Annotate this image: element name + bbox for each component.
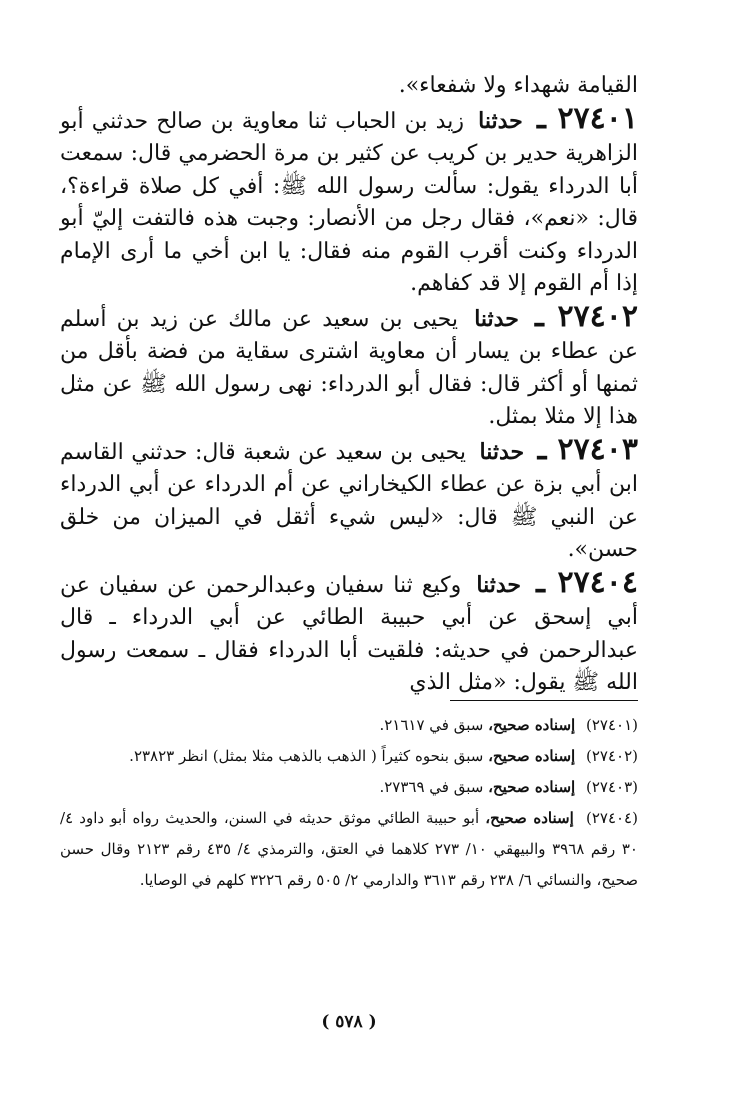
footnote-number: (٢٧٤٠١)	[585, 716, 638, 734]
hadith-number: ٢٧٤٠٢ ـ	[535, 298, 639, 334]
main-text	[60, 70, 638, 700]
hadith-number: ٢٧٤٠١ ـ	[536, 100, 639, 136]
footnote-grade: إسناده صحيح،	[488, 778, 576, 796]
footnote-grade: إسناده صحيح،	[488, 716, 576, 734]
hadith-lead: حدثنا	[474, 305, 519, 332]
footnote-27403	[60, 772, 638, 803]
footnote-number: (٢٧٤٠٣)	[585, 778, 638, 796]
footnote-27404	[60, 803, 638, 896]
hadith-27403	[60, 431, 639, 567]
hadith-lead: حدثنا	[476, 571, 521, 598]
footnote-text: سبق في ٢٧٣٦٩.	[379, 778, 484, 796]
hadith-text: يحيى بن سعيد عن مالك عن زيد بن أسلم عن عطاء بن يسار أن معاوية اشترى سقاية من فضة بأقل من ثمنها أو أكثر قال: فقال أبو الدرداء: نهى رسول الله ﷺ عن مثل هذا إلا مثلا بمثل.	[60, 306, 638, 429]
footnote-text: أبو حبيبة الطائي موثق حديثه في السنن، والحديث رواه أبو داود ٤/ ٣٠ رقم ٣٩٦٨ والبيهقي ١٠/ ٢٧٣ كلاهما في العتق، والترمذي ٤/ ٤٣٥ رقم ٢١٢٣ وقال حسن صحيح، والنسائي ٦/ ٢٣٨ رقم ٣٦١٣ والدارمي ٢/ ٥٠٥ رقم ٣٢٢٦ كلهم في الوصايا.	[60, 809, 638, 889]
hadith-lead: حدثنا	[478, 107, 523, 134]
footnote-27402	[60, 741, 638, 772]
page-number: ( ٥٧٨ )	[321, 1012, 377, 1032]
footnote-text: سبق في ٢١٦١٧.	[379, 716, 484, 734]
hadith-text: زيد بن الحباب ثنا معاوية بن صالح حدثني أبو الزاهرية حدير بن كريب عن كثير بن مرة الحضرمي قال: سمعت أبا الدرداء يقول: سألت رسول الله ﷺ: أفي كل صلاة قراءة؟، قال: «نعم»، فقال رجل من الأنصار: وجبت هذه فالتفت إليّ أبو الدرداء وكنت أقرب القوم منه فقال: يا ابن أخي ما أرى الإمام إذا أم القوم إلا قد كفاهم.	[60, 108, 638, 296]
footnote-number: (٢٧٤٠٢)	[585, 747, 638, 765]
footnote-number: (٢٧٤٠٤)	[585, 809, 638, 827]
footnote-grade: إسناده صحيح،	[488, 747, 576, 765]
footnote-divider	[450, 700, 638, 701]
hadith-lead: حدثنا	[479, 438, 525, 465]
book-page	[60, 70, 638, 1060]
intro-line: القيامة شهداء ولا شفعاء».	[398, 73, 638, 98]
hadith-number: ٢٧٤٠٤ ـ	[536, 564, 639, 600]
footnotes	[60, 710, 638, 896]
footnote-text: سبق بنحوه كثيراً ( الذهب بالذهب مثلا بمثل) انظر ٢٣٨٢٣.	[129, 747, 484, 765]
hadith-27401	[60, 100, 639, 301]
hadith-text: وكيع ثنا سفيان وعبدالرحمن عن سفيان عن أبي إسحق عن أبي حبيبة الطائي عن أبي الدرداء ـ قال عبدالرحمن في حديثه: فلقيت أبا الدرداء فقال ـ سمعت رسول الله ﷺ يقول: «مثل الذي	[60, 572, 638, 695]
footnote-27401	[60, 710, 638, 741]
hadith-27404	[60, 564, 639, 700]
hadith-number: ٢٧٤٠٣ ـ	[537, 431, 639, 467]
footnote-grade: إسناده صحيح،	[485, 809, 574, 827]
hadith-text: يحيى بن سعيد عن شعبة قال: حدثني القاسم ابن أبي بزة عن عطاء الكيخاراني عن أم الدرداء عن أبي الدرداء عن النبي ﷺ قال: «ليس شيء أثقل في الميزان من خلق حسن».	[60, 439, 638, 562]
hadith-27402	[60, 298, 639, 434]
